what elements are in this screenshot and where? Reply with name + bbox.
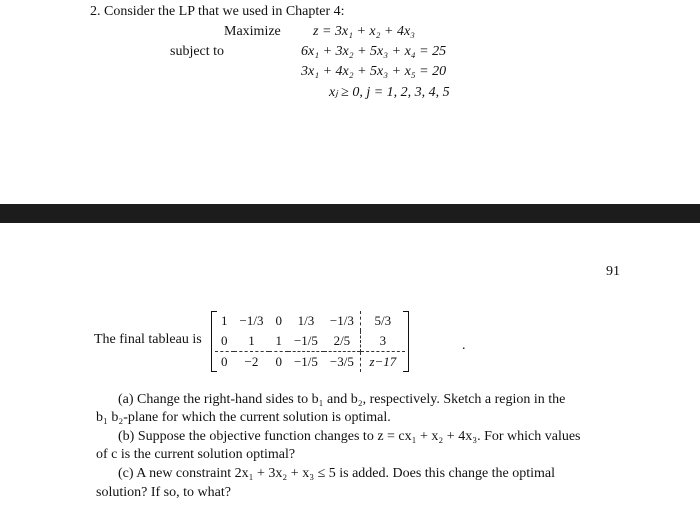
page-divider-bar	[0, 204, 700, 223]
tableau-row	[215, 331, 405, 352]
tableau-cell: 0	[275, 313, 282, 328]
maximize-label: Maximize	[224, 24, 281, 39]
tableau-cell: 0	[221, 333, 228, 348]
tableau-cell: 0	[269, 352, 288, 373]
tableau-cell: −1/3	[329, 313, 354, 328]
tableau-cell: −1/5	[288, 352, 324, 373]
constraint-1: 6x₁ + 3x₂ + 5x₃ + x₄ = 25	[301, 44, 447, 59]
part-b-line-2: of c is the current solution optimal?	[96, 447, 296, 462]
part-a-line-2: b₁ b₂-plane for which the current solution is optimal.	[96, 410, 391, 425]
tableau-period: .	[462, 338, 466, 353]
tableau-cell: 0	[215, 352, 234, 373]
tableau-cell: 2/5	[333, 333, 351, 348]
tableau-cell: 1	[248, 333, 255, 348]
part-c-line-2: solution? If so, to what?	[96, 485, 231, 500]
subject-to-label: subject to	[170, 44, 225, 59]
tableau-row	[215, 311, 405, 331]
tableau-cell: 1	[275, 333, 282, 348]
part-a-line-1: (a) Change the right-hand sides to b₁ and b₂, respectively. Sketch a region in the	[118, 392, 566, 407]
problem-title: 2. Consider the LP that we used in Chapter 4:	[90, 4, 345, 19]
tableau-cell: −2	[234, 352, 270, 373]
tableau-rhs-cell: 3	[360, 331, 405, 352]
final-tableau	[211, 311, 409, 372]
nonnegativity-constraint: xⱼ ≥ 0, j = 1, 2, 3, 4, 5	[329, 85, 450, 100]
part-c-line-1: (c) A new constraint 2x₁ + 3x₂ + x₃ ≤ 5 is added. Does this change the optimal	[118, 466, 556, 481]
tableau-cell: 1/3	[297, 313, 315, 328]
page-number: 91	[606, 264, 620, 279]
tableau-cell: −1/3	[239, 313, 264, 328]
tableau-rhs-cell: 5/3	[360, 311, 405, 331]
tableau-cell: −3/5	[324, 352, 360, 373]
objective-function: z = 3x₁ + x₂ + 4x₃	[313, 24, 416, 39]
tableau-objective-row	[215, 352, 405, 373]
part-b-line-1: (b) Suppose the objective function changes to z = cx₁ + x₂ + 4x₃. For which values	[118, 429, 581, 444]
constraint-2: 3x₁ + 4x₂ + 5x₃ + x₅ = 20	[301, 64, 447, 79]
tableau-rhs-cell: z−17	[360, 352, 405, 373]
tableau-label: The final tableau is	[94, 332, 202, 347]
tableau-cell: 1	[221, 313, 228, 328]
tableau-cell: −1/5	[293, 333, 318, 348]
